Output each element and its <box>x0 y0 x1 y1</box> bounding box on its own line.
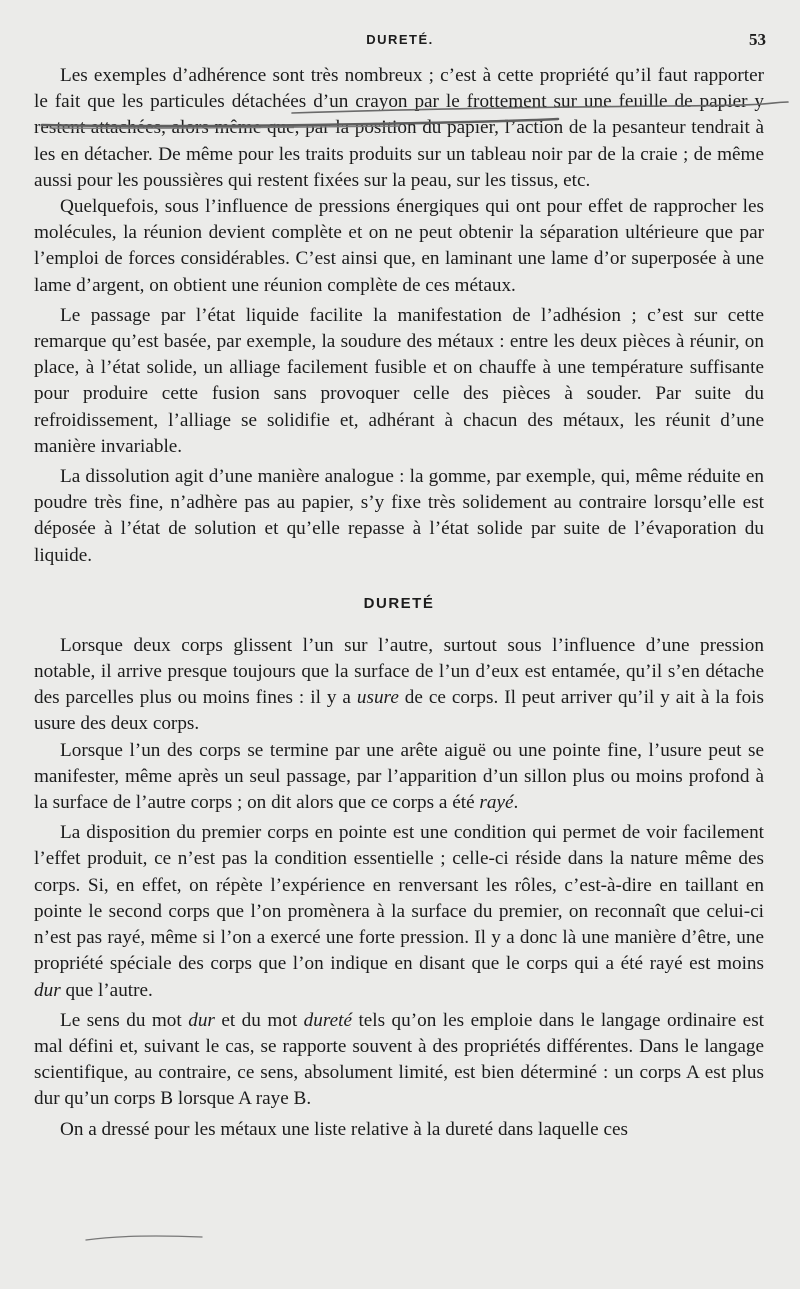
section-heading: DURETÉ <box>363 594 435 612</box>
paragraph-sens-du-mot <box>34 1008 764 1113</box>
body-text <box>34 63 764 1143</box>
paragraph-adherence-examples: Les exemples d’adhérence sont très nombreux ; c’est à cette propriété qu’il faut rapporter le fait que les particules détachées d’un crayon par le frottement sur une feuille de papier y restent attachées, alors même que, par la position du papier, l’action de la pesanteur tendrait à les en détacher. De même pour les traits produits sur un tableau noir par de la craie ; de même aussi pour les poussières qui restent fixées sur la peau, sur les tissus, etc. <box>34 65 764 191</box>
text-run: tels qu’on les emploie dans le langage ordinaire est mal défini et, suivant le cas, se rapporte souvent à des propriétés différentes. Dans le langage scientifique, au contraire, ce sens, absolument limité, est bien déterminé : un corps A est plus dur qu’un corps B lorsque A raye B. <box>34 1009 764 1110</box>
text-run: Le sens du mot <box>60 1009 189 1031</box>
text-run: et du mot <box>214 1009 304 1031</box>
paragraph-pressure: Quelquefois, sous l’influence de pressions énergiques qui ont pour effet de rapprocher les molécules, la réunion devient complète et on ne peut obtenir la séparation ultérieure que par l’emploi de forces considérables. C’est ainsi que, en laminant une lame d’or superposée à une lame d’argent, on obtient une réunion complète de ces métaux. <box>34 196 764 296</box>
running-title: DURETÉ. <box>366 32 434 47</box>
text-run: Lorsque l’un des corps se termine par une arête aiguë ou une pointe fine, l’usure peut se manifester, même après un seul passage, par l’apparition d’un sillon plus ou moins profond à la surface de l’autre corps ; on dit alors que ce corps a été <box>34 739 764 814</box>
pencil-scribble-stroke <box>86 1236 202 1240</box>
paragraph-dissolution: La dissolution agit d’une manière analogue : la gomme, par exemple, qui, même réduite en poudre très fine, n’adhère pas au papier, s’y fixe très solidement au contraire lorsqu’elle est déposée à l’état de solution et qu’elle repasse à l’état solide par suite de l’évaporation du liquide. <box>34 466 764 566</box>
text-run: . <box>513 792 519 814</box>
text-run: que l’autre. <box>60 979 153 1001</box>
italic-term-dur: dur <box>188 1009 215 1031</box>
paragraph-liste-metaux: On a dressé pour les métaux une liste relative à la dureté dans laquelle ces <box>60 1118 628 1140</box>
text-run: La disposition du premier corps en pointe est une condition qui permet de voir facilement l’effet produit, ce n’est pas la condition essentielle ; celle-ci réside dans la nature même des corps. Si, en effet, on répète l’expérience en renversant les rôles, c’est-à-dire en taillant en pointe le second corps que l’on promènera à la surface du premier, on reconnaît que celui-ci n’est pas rayé, même si l’on a exercé une forte pression. Il y a donc là une manière d’être, une propriété spéciale des corps que l’on indique en disant que le corps qui a été rayé est moins <box>34 822 764 975</box>
page-header <box>0 28 800 52</box>
italic-term-usure: usure <box>356 687 399 709</box>
pencil-scribble-mark <box>84 1232 204 1244</box>
paragraph-usure <box>34 633 764 738</box>
italic-term-dur: dur <box>34 979 61 1001</box>
text-run: Lorsque deux corps glissent l’un sur l’autre, surtout sous l’influence d’une pression notable, il arrive presque toujours que la surface de l’un d’eux est entamée, qu’il s’en détache des parcelles plus ou moins fines : il y a <box>34 634 764 709</box>
italic-term-durete: dureté <box>303 1009 352 1031</box>
paragraph-liquid-state: Le passage par l’état liquide facilite la manifestation de l’adhésion ; c’est sur cette remarque qu’est basée, par exemple, la soudure des métaux : entre les deux pièces à réunir, on place, à l’état solide, un alliage facilement fusible et on chauffe à une température suffisante pour produire cette fusion sans provoquer celle des pièces à souder. Par suite du refroidissement, l’alliage se solidifie et, adhérant à chacun des métaux, les réunit d’une manière invariable. <box>34 304 764 457</box>
italic-term-raye: rayé <box>479 792 514 814</box>
page-number: 53 <box>749 30 766 49</box>
text-run: de ce corps. Il peut arriver qu’il y ait à la fois usure des deux corps. <box>34 687 764 735</box>
paragraph-raye <box>34 738 764 817</box>
paragraph-pointe <box>34 820 764 1003</box>
